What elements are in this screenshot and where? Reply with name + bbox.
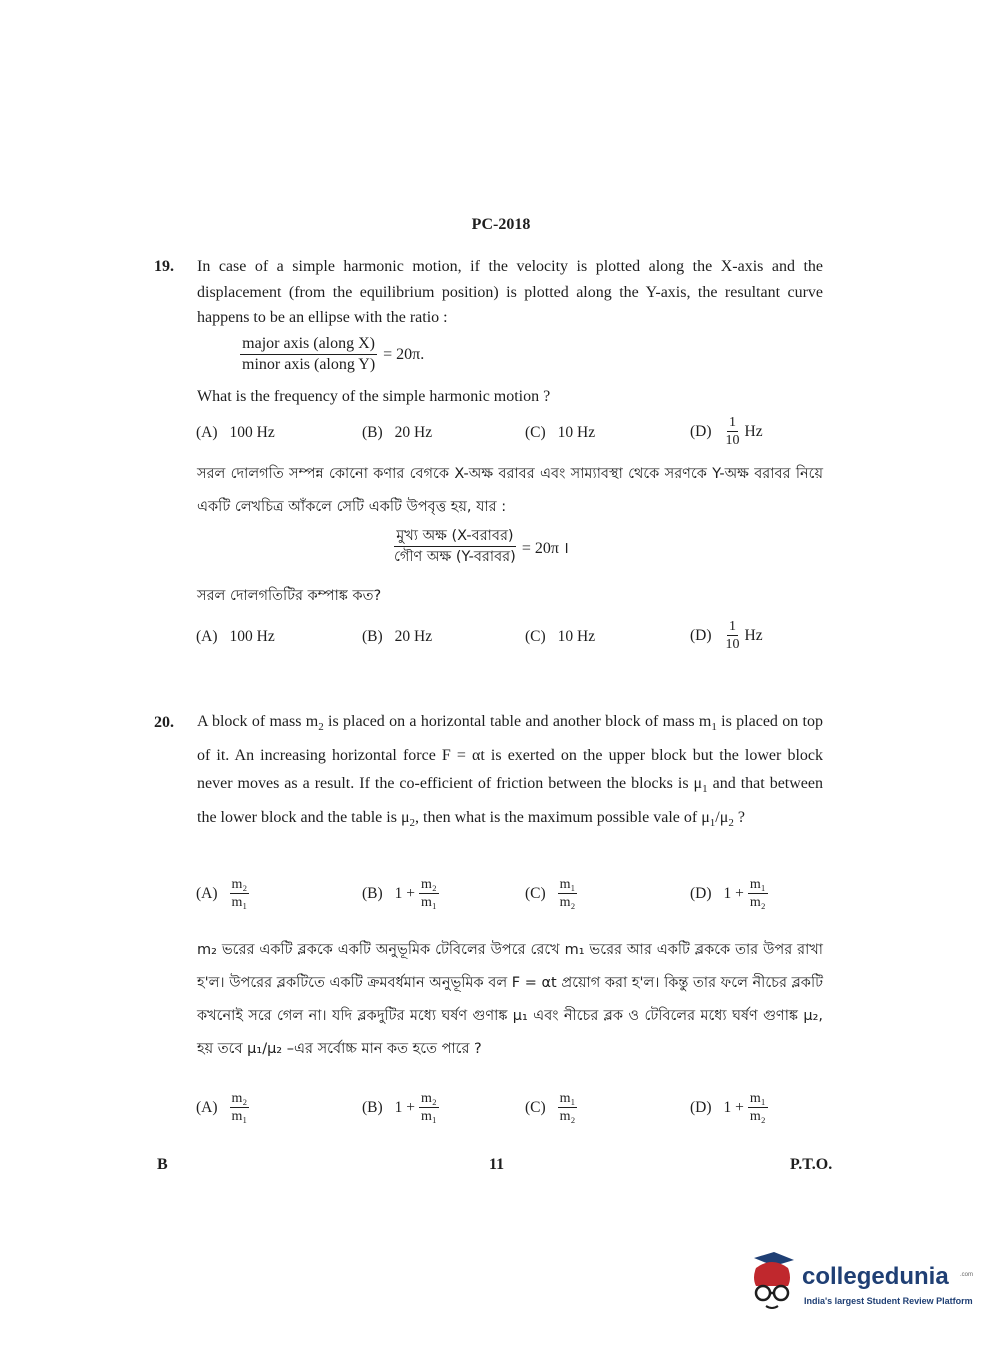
option-denominator: m₁ [421,895,437,910]
option-label: (B) [362,424,383,441]
subscript: 1 [711,721,717,734]
watermark-domain-suffix: .com [960,1272,974,1278]
q20-text-part: A block of mass m [197,713,319,730]
option-value: 100 Hz [229,424,275,441]
option-label: (C) [525,1098,546,1116]
option-unit: Hz [744,626,763,644]
q20-text-part: , then what is the [415,808,524,826]
q20-text-part: placed on top of it. An increasing horizontal force F = αt is exerted on the upper block but the lower block never moves as a result. If the co-efficient of friction between the blocks is μ [197,713,823,793]
footer-pto: P.T.O. [790,1156,833,1173]
q19-option-b[interactable] [362,424,432,442]
ratio-numerator: মুখ্য অক্ষ (X-বরাবর) [394,526,515,547]
q20-text-part: and that between the lower block and the table is μ [197,775,824,826]
question-number-20: 20. [154,714,174,731]
q19-option-c-bengali[interactable] [525,628,595,646]
subscript: 2 [318,721,324,734]
q20-option-b-bengali[interactable] [362,1090,439,1125]
option-value: 10 Hz [557,424,596,441]
option-prefix: 1 + [394,884,416,902]
option-denominator: 10 [725,433,740,448]
q20-text-part: ? [733,808,745,826]
ratio-rhs: = 20π । [521,539,569,557]
option-value: 20 Hz [394,424,433,441]
option-unit: Hz [744,422,763,440]
option-label: (C) [525,884,546,902]
option-denominator: m₂ [749,895,766,910]
q19-option-c[interactable] [525,424,595,442]
option-label: (A) [196,424,218,441]
collegedunia-mascot-icon [744,1252,800,1314]
option-label: (D) [690,422,712,440]
q20-option-b[interactable] [362,876,439,911]
option-label: (A) [196,628,218,645]
option-label: (C) [525,424,546,441]
option-label: (B) [362,628,383,645]
option-label: (A) [196,884,218,902]
ratio-denominator: minor axis (along Y) [242,356,376,373]
q19-option-b-bengali[interactable] [362,628,432,646]
watermark-tagline: India's largest Student Review Platform [804,1296,973,1306]
q20-text-part: is placed on a horizontal table and another block of mass m [323,713,712,730]
option-numerator: m₂ [421,877,437,892]
option-denominator: m₁ [231,895,248,910]
option-numerator: m₂ [421,1091,437,1106]
option-value: 100 Hz [229,628,275,645]
option-numerator: m₁ [749,877,766,892]
option-numerator: m₁ [749,1091,766,1106]
option-label: (D) [690,626,712,644]
q20-text-bengali: m₂ ভরের একটি ব্লককে একটি অনুভূমিক টেবিলের উপরে রেখে m₁ ভরের আর একটি ব্লককে তার উপর রাখা হ'ল। উপরের ব্লকটিতে একটি ক্রমবর্ধমান অনুভূমিক বল F = αt প্রয়োগ করা হ'ল। কিন্তু তার ফলে নীচের ব্লকটি কখনোই সরে গেল না। যদি ব্লকদুটির মধ্যে ঘর্ষণ গুণাঙ্ক μ₁ এবং নীচের ব্লক ও টেবিলের মধ্যে ঘর্ষণ গুণাঙ্ক μ₂, হয় তবে μ₁/μ₂ –এর সর্বোচ্চ মান কত হতে পারে ? [197,942,823,1057]
option-denominator: m₂ [559,895,576,910]
q20-text-part: maximum possible vale of μ [527,808,710,826]
q19-question-bengali: সরল দোলগতিটির কম্পাঙ্ক কত? [197,588,382,604]
ratio-numerator: major axis (along X) [240,334,377,355]
option-value: 20 Hz [394,628,433,645]
q19-text-bengali: সরল দোলগতি সম্পন্ন কোনো কণার বেগকে X-অক্ষ বরাবর এবং সাম্যাবস্থা থেকে সরণকে Y-অক্ষ বরাবর নিয়ে একটি লেখচিত্র আঁকলে সেটি একটি উপবৃত্ত হয়, যার : [197,466,823,515]
q20-option-d-bengali[interactable] [690,1090,768,1125]
footer-page-number: 11 [489,1156,505,1173]
q19-ratio-bengali [392,526,569,567]
q20-option-a-bengali[interactable] [196,1090,249,1125]
option-denominator: m₂ [559,1109,576,1124]
q19-question-english: What is the frequency of the simple harmonic motion ? [197,388,551,405]
q20-option-d[interactable] [690,876,768,911]
option-label: (D) [690,884,712,902]
page-header-code: PC-2018 [471,216,531,233]
q19-option-d[interactable] [690,414,763,449]
ratio-rhs: = 20π. [383,345,425,363]
watermark-brand-name: collegedunia [802,1263,949,1290]
q20-option-c-bengali[interactable] [525,1090,577,1125]
q19-option-a-bengali[interactable] [196,628,275,646]
question-number-19: 19. [154,258,174,275]
option-numerator: 1 [729,619,737,634]
subscript: 2 [728,817,734,830]
q19-option-a[interactable] [196,424,275,442]
option-denominator: m₁ [231,1109,248,1124]
subscript: 1 [709,817,716,830]
option-numerator: m₂ [231,1091,248,1106]
option-label: (C) [525,628,546,645]
subscript: 2 [409,817,416,830]
q19-ratio-english [240,334,424,375]
option-denominator: 10 [725,637,740,652]
subscript: 1 [702,783,708,796]
option-prefix: 1 + [723,1098,744,1116]
option-value: 10 Hz [557,628,596,645]
option-prefix: 1 + [723,884,744,902]
option-label: (B) [362,1098,383,1116]
option-denominator: m₁ [421,1109,437,1124]
q20-text-part: /μ [715,808,729,826]
option-numerator: m₂ [231,877,248,892]
option-prefix: 1 + [394,1098,416,1116]
q20-option-c[interactable] [525,876,577,911]
q19-text-english: In case of a simple harmonic motion, if the velocity is plotted along the X-axis and the displacement (from the equilibrium position) is plotted along the Y-axis, the resultant curve happens to be an ellipse with the ratio : [197,258,823,326]
q19-option-d-bengali[interactable] [690,618,763,653]
ratio-denominator: গৌণ অক্ষ (Y-বরাবর) [394,549,516,565]
footer-booklet-code: B [157,1156,168,1173]
option-label: (D) [690,1098,712,1116]
option-numerator: m₁ [559,1091,576,1106]
q20-text-english [197,708,823,838]
option-numerator: m₁ [559,877,576,892]
q20-text-part: is [716,713,732,730]
q20-option-a[interactable] [196,876,249,911]
option-numerator: 1 [729,415,737,430]
option-label: (A) [196,1098,218,1116]
option-denominator: m₂ [749,1109,766,1124]
option-label: (B) [362,884,383,902]
